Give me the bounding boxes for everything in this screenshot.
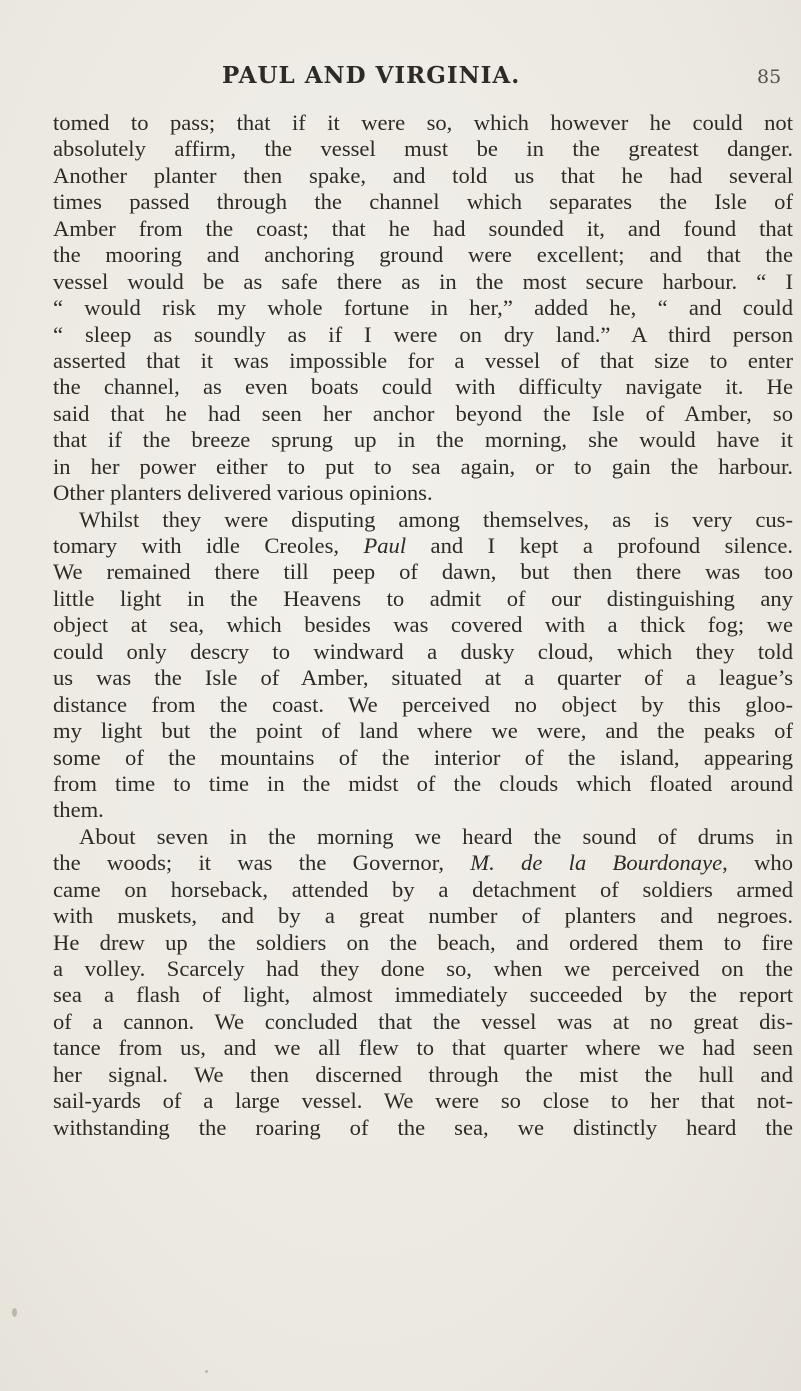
text-line: us was the Isle of Amber, situated at a quarter of a league’s — [53, 665, 793, 691]
text-line: We remained there till peep of dawn, but then there was too — [53, 559, 793, 585]
text-line: from time to time in the midst of the clouds which floated around — [53, 770, 793, 796]
text-line: the channel, as even boats could with difficulty navigate it. He — [53, 374, 793, 400]
text-line: sea a flash of light, almost immediately succeeded by the report — [53, 982, 793, 1008]
paper-speck — [205, 1370, 208, 1373]
text-line: distance from the coast. We perceived no object by this gloo- — [53, 691, 793, 717]
text-line: some of the mountains of the interior of the island, appearing — [53, 744, 793, 770]
text-line: of a cannon. We concluded that the vessel was at no great dis- — [53, 1008, 793, 1034]
text-line: a volley. Scarcely had they done so, when we perceived on the — [53, 956, 793, 981]
text-line: “ sleep as soundly as if I were on dry land.” A third person — [53, 321, 793, 347]
text-line: Amber from the coast; that he had sounded it, and found that — [53, 215, 793, 241]
text-line: vessel would be as safe there as in the most secure harbour. “ I — [53, 268, 793, 294]
text-line: my light but the point of land where we were, and the peaks of — [53, 718, 793, 744]
text-segment: the woods; it was the Governor, — [53, 850, 471, 876]
text-line: withstanding the roaring of the sea, we distinctly heard the — [53, 1114, 793, 1140]
page-number: 85 — [757, 66, 782, 88]
text-line: could only descry to windward a dusky cloud, which they told — [53, 638, 793, 664]
text-line: times passed through the channel which separates the Isle of — [53, 189, 793, 215]
text-line: Whilst they were disputing among themselves, as is very cus- — [79, 506, 793, 532]
text-line-with-italic — [53, 850, 793, 876]
paragraph-3 — [53, 824, 793, 1141]
paper-speck — [262, 866, 265, 870]
text-line: them. — [53, 797, 104, 823]
text-line: that if the breeze sprung up in the morning, she would have it — [53, 427, 793, 453]
text-line: Another planter then spake, and told us that he had several — [53, 162, 793, 188]
text-line: object at sea, which besides was covered with a thick fog; we — [53, 612, 793, 638]
text-line-with-italic — [53, 533, 793, 559]
italic-name-paul: Paul — [363, 533, 407, 558]
text-line: About seven in the morning we heard the sound of drums in — [79, 823, 793, 849]
page-header — [0, 62, 801, 98]
text-line: the mooring and anchoring ground were excellent; and that the — [53, 242, 793, 268]
text-segment: tomary with idle Creoles, — [53, 533, 364, 558]
text-segment: , who — [722, 850, 793, 876]
body-text — [53, 110, 793, 1141]
text-line: said that he had seen her anchor beyond the Isle of Amber, so — [53, 400, 793, 426]
text-line: Other planters delivered various opinions. — [53, 480, 433, 506]
text-line: tance from us, and we all flew to that quarter where we had seen — [53, 1035, 793, 1061]
text-segment: and I kept a profound silence. — [406, 533, 793, 558]
text-line: her signal. We then discerned through the mist the hull and — [53, 1061, 793, 1087]
text-line: “ would risk my whole fortune in her,” added he, “ and could — [53, 295, 793, 321]
text-line: asserted that it was impossible for a vessel of that size to enter — [53, 347, 793, 373]
text-line: tomed to pass; that if it were so, which however he could not — [53, 110, 793, 135]
text-line: He drew up the soldiers on the beach, and ordered them to fire — [53, 929, 793, 955]
text-line: absolutely affirm, the vessel must be in the greatest danger. — [53, 136, 793, 162]
text-line: in her power either to put to sea again, or to gain the harbour. — [53, 453, 793, 479]
italic-name-governor: M. de la Bourdonaye — [470, 850, 723, 876]
text-line: came on horseback, attended by a detachment of soldiers armed — [53, 876, 793, 902]
paper-speck — [12, 1308, 17, 1317]
text-line: little light in the Heavens to admit of our distinguishing any — [53, 585, 793, 611]
paragraph-2 — [53, 507, 793, 824]
text-line: with muskets, and by a great number of planters and negroes. — [53, 903, 793, 929]
paragraph-1 — [53, 110, 793, 507]
running-title: PAUL AND VIRGINIA. — [222, 62, 521, 89]
text-line: sail-yards of a large vessel. We were so close to her that not- — [53, 1088, 793, 1114]
